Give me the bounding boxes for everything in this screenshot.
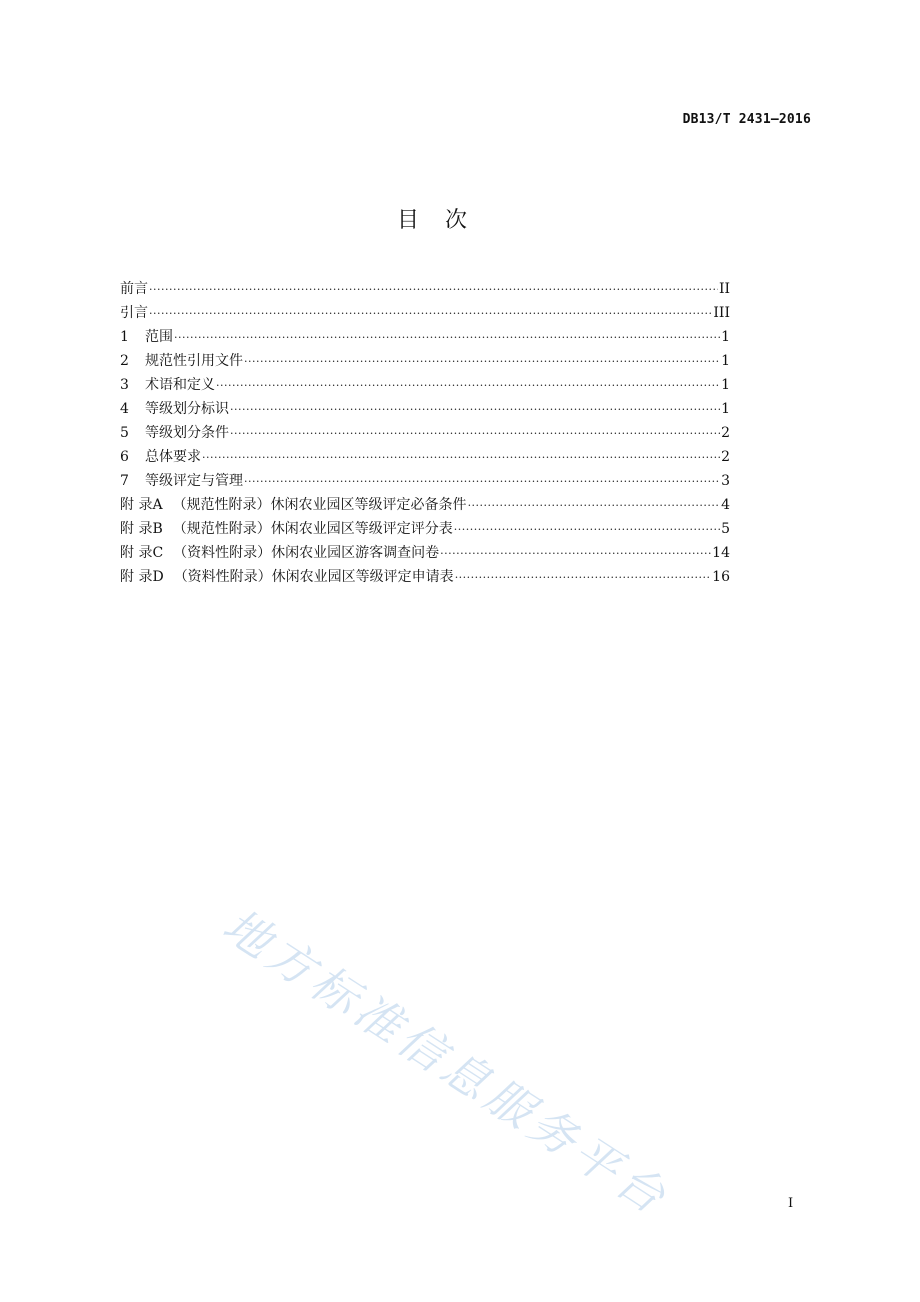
- toc-leader-dots: [174, 326, 720, 350]
- toc-entry-appendix-c[interactable]: [120, 541, 730, 565]
- toc-leader-dots: [454, 518, 720, 542]
- toc-entry-page: 16: [712, 569, 730, 585]
- toc-leader-dots: [149, 302, 712, 326]
- toc-entry-number: 附 录A: [120, 497, 163, 513]
- toc-entry-terms-definitions[interactable]: [120, 373, 730, 397]
- toc-entry-text: 总体要求: [145, 449, 201, 465]
- toc-leader-dots: [230, 398, 720, 422]
- toc-entry-appendix-b[interactable]: [120, 517, 730, 541]
- toc-entry-number: 1: [120, 329, 129, 345]
- toc-entry-scope[interactable]: [120, 325, 730, 349]
- toc-entry-page: II: [718, 281, 730, 297]
- watermark: 地方标准信息服务平台: [213, 897, 680, 1227]
- toc-entry-text: （资料性附录）休闲农业园区等级评定申请表: [173, 569, 454, 585]
- toc-entry-text: （资料性附录）休闲农业园区游客调查问卷: [173, 545, 440, 561]
- toc-entry-page: III: [713, 305, 730, 321]
- toc-title: 目次: [396, 208, 493, 233]
- toc-entry-foreword[interactable]: [120, 277, 730, 301]
- toc-entry-page: 14: [712, 545, 730, 561]
- toc-leader-dots: [149, 278, 718, 302]
- toc-entry-text: 范围: [145, 329, 173, 345]
- document-code: DB13/T 2431—2016: [682, 112, 811, 127]
- toc-entry-text: （规范性附录）休闲农业园区等级评定必备条件: [172, 497, 467, 513]
- page-number: I: [788, 1196, 794, 1211]
- toc-entry-general-requirements[interactable]: [120, 445, 730, 469]
- toc-entry-page: 2: [721, 425, 730, 441]
- toc-entry-introduction[interactable]: [120, 301, 730, 325]
- toc-entry-text: 术语和定义: [145, 377, 215, 393]
- toc-leader-dots: [216, 374, 720, 398]
- toc-entry-text: 等级划分标识: [145, 401, 229, 417]
- toc-entry-number: 6: [120, 449, 129, 465]
- table-of-contents: [120, 277, 730, 589]
- toc-leader-dots: [468, 494, 721, 518]
- toc-entry-number: 2: [120, 353, 129, 369]
- toc-entry-text: 等级划分条件: [145, 425, 229, 441]
- toc-leader-dots: [455, 566, 711, 590]
- toc-entry-text: （规范性附录）休闲农业园区等级评定评分表: [172, 521, 453, 537]
- toc-entry-appendix-d[interactable]: [120, 565, 730, 589]
- toc-entry-number: 附 录D: [120, 569, 164, 585]
- toc-entry-page: 4: [721, 497, 730, 513]
- toc-entry-number: 5: [120, 425, 129, 441]
- toc-entry-page: 1: [721, 377, 730, 393]
- toc-entry-number: 附 录B: [120, 521, 163, 537]
- toc-entry-text: 规范性引用文件: [145, 353, 243, 369]
- toc-entry-page: 1: [721, 329, 730, 345]
- toc-leader-dots: [244, 470, 720, 494]
- toc-entry-appendix-a[interactable]: [120, 493, 730, 517]
- toc-leader-dots: [202, 446, 720, 470]
- toc-leader-dots: [440, 542, 711, 566]
- toc-entry-page: 1: [721, 353, 730, 369]
- toc-entry-normative-references[interactable]: [120, 349, 730, 373]
- toc-entry-number: 附 录C: [120, 545, 164, 561]
- toc-entry-grade-marking[interactable]: [120, 397, 730, 421]
- toc-entry-page: 2: [721, 449, 730, 465]
- toc-entry-text: 引言: [120, 305, 148, 321]
- toc-leader-dots: [244, 350, 720, 374]
- toc-entry-number: 4: [120, 401, 129, 417]
- toc-entry-page: 5: [721, 521, 730, 537]
- toc-entry-number: 7: [120, 473, 129, 489]
- toc-entry-text: 等级评定与管理: [145, 473, 243, 489]
- toc-entry-grade-management[interactable]: [120, 469, 730, 493]
- toc-leader-dots: [230, 422, 720, 446]
- toc-entry-page: 3: [721, 473, 730, 489]
- toc-entry-grade-conditions[interactable]: [120, 421, 730, 445]
- toc-entry-text: 前言: [120, 281, 148, 297]
- toc-entry-number: 3: [120, 377, 129, 393]
- toc-entry-page: 1: [721, 401, 730, 417]
